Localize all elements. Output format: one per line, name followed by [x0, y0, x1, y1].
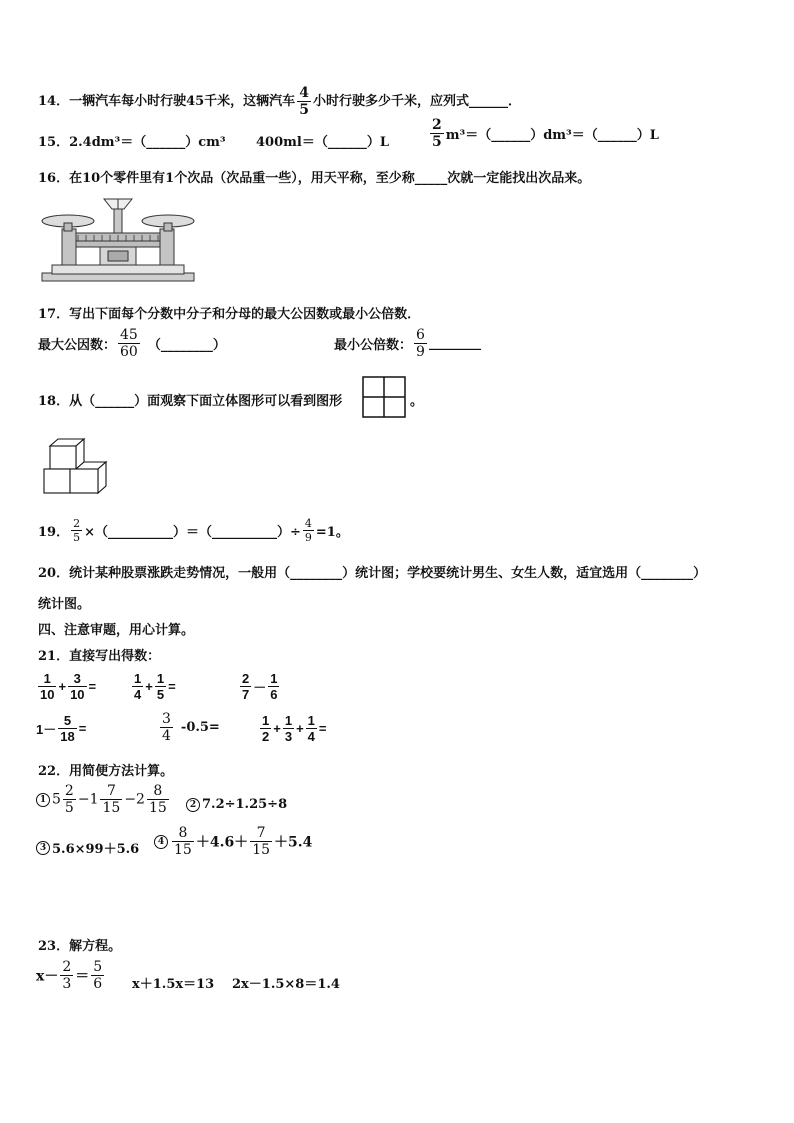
question-22: 22．用简便方法计算。	[38, 764, 174, 779]
calc-expr-5: $\frac{3}{4}$ -0.5=	[162, 711, 220, 744]
question-20-line1: 20．统计某种股票涨跌走势情况，一般用（________）统计图；学校要统计男生、女生人数，适宜选用（________）	[38, 566, 707, 581]
question-23: 23．解方程。	[38, 939, 122, 954]
question-15-b: 400ml＝（______）L	[256, 135, 389, 150]
question-15-c: $\frac{2}{5}$ m³＝（______）dm³＝（______）L	[432, 117, 659, 150]
simplify-4: 4 $\frac{8}{15}$ ＋4.6＋ $\frac{7}{15}$ ＋5.4	[154, 826, 312, 857]
cube-figure-image	[40, 438, 112, 502]
question-15-a: 15．2.4dm³＝（______）cm³	[38, 135, 226, 150]
question-21: 21．直接写出得数：	[38, 649, 161, 664]
period: 。	[410, 394, 424, 409]
equation-1: x－ $\frac{2}{3}$ ＝ $\frac{5}{6}$	[36, 959, 103, 992]
circled-number: 1	[36, 793, 50, 807]
question-19: 19． $\frac{2}{5}$ ×（__________）＝（__________）÷ $\frac{4}{9}$ =1。	[38, 517, 349, 544]
question-14: 14．一辆汽车每小时行驶45千米，这辆汽车 $\frac{4}{5}$ 小时行驶多少千米，应列式______．	[38, 85, 521, 118]
simplify-2: 2 7.2÷1.25÷8	[186, 797, 287, 812]
lcm-row: 最小公倍数： $\frac{6}{9}$ ________	[334, 327, 481, 360]
simplify-3: 3 5.6×99＋5.6	[36, 838, 139, 857]
simplify-1: 1 5 $\frac{2}{5}$ −1 $\frac{7}{15}$ −2 $\frac{8}{15}$	[36, 784, 171, 815]
calc-expr-6: $\frac{1}{2}$ + $\frac{1}{3}$ + $\frac{1}{4}$ =	[262, 713, 327, 744]
section-heading: 四、注意审题，用心计算。	[38, 623, 195, 638]
question-number: 14．	[38, 94, 70, 109]
equation-2: x＋1.5x＝13	[132, 977, 215, 992]
calc-expr-4: 1－ $\frac{5}{18}$ =	[36, 713, 87, 744]
fraction: $\frac{4}{5}$	[299, 85, 309, 118]
calc-expr-2: $\frac{1}{4}$ + $\frac{1}{5}$ =	[134, 671, 176, 702]
question-17: 17．写出下面每个分数中分子和分母的最大公因数或最小公倍数．	[38, 307, 421, 322]
question-18: 18．从（______）面观察下面立体图形可以看到图形	[38, 394, 343, 409]
balance-scale-image	[38, 195, 198, 285]
gcd-row: 最大公因数： $\frac{45}{60}$ （________）	[38, 327, 226, 360]
question-16: 16．在10个零件里有1个次品（次品重一些），用天平称，至少称_____次就一定能找出次品来。	[38, 171, 591, 186]
calc-expr-1: $\frac{1}{10}$ + $\frac{3}{10}$ =	[40, 671, 97, 702]
question-20-line2: 统计图。	[38, 597, 91, 612]
view-shape-image	[362, 376, 406, 418]
equation-3: 2x－1.5×8＝1.4	[232, 977, 340, 992]
fraction: $\frac{2}{5}$	[432, 117, 442, 150]
calc-expr-3: $\frac{2}{7}$ － $\frac{1}{6}$	[242, 671, 278, 702]
